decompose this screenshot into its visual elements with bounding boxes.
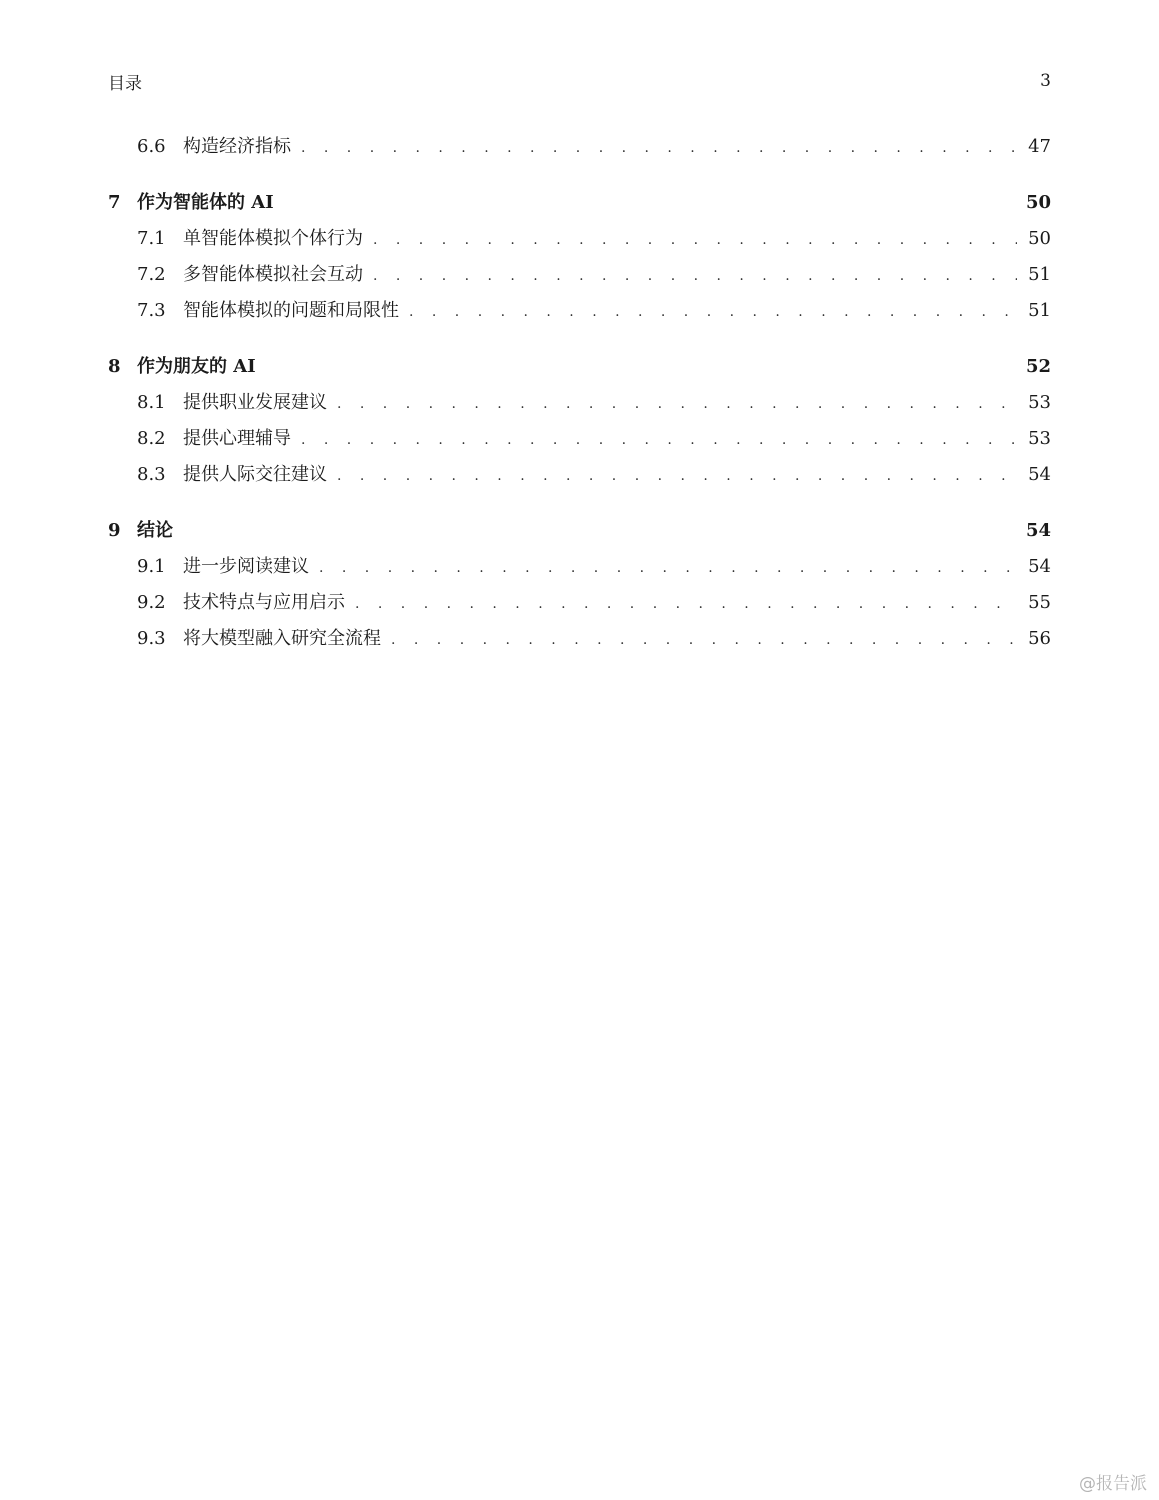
toc-chapter-heading[interactable] xyxy=(108,189,1051,225)
toc-chapter-number: 9 xyxy=(108,520,121,541)
page-number: 3 xyxy=(1040,71,1051,91)
toc-entry-title: 构造经济指标 xyxy=(183,136,291,157)
toc-entry-title: 将大模型融入研究全流程 xyxy=(183,628,381,649)
dot-leader xyxy=(337,462,1017,490)
toc-entry-page: 47 xyxy=(1028,136,1051,157)
watermark: @报告派 xyxy=(1079,1474,1147,1494)
toc-entry-number: 8.3 xyxy=(137,464,166,485)
toc-chapter-number: 8 xyxy=(108,356,121,377)
toc-entry-number: 9.1 xyxy=(137,556,166,577)
toc-entry-7-2[interactable] xyxy=(108,261,1051,297)
toc-chapter-page: 50 xyxy=(1025,192,1051,213)
dot-leader xyxy=(301,426,1017,454)
toc-chapter-7 xyxy=(108,189,1051,333)
dot-leader xyxy=(409,298,1017,326)
toc-chapter-page: 54 xyxy=(1025,520,1051,541)
toc-chapter-title: 作为朋友的 AI xyxy=(137,356,256,377)
toc-entry-9-2[interactable] xyxy=(108,589,1051,625)
dot-leader xyxy=(319,554,1017,582)
toc-entry-title: 提供心理辅导 xyxy=(183,428,291,449)
toc-entry-number: 8.2 xyxy=(137,428,166,449)
toc-entry-number: 7.3 xyxy=(137,300,166,321)
dot-leader xyxy=(373,262,1017,290)
toc-entry-title: 技术特点与应用启示 xyxy=(183,592,345,613)
toc-entry-title: 多智能体模拟社会互动 xyxy=(183,264,363,285)
toc-entry-page: 54 xyxy=(1028,556,1051,577)
toc-entry-page: 53 xyxy=(1028,428,1051,449)
toc-entry-title: 提供人际交往建议 xyxy=(183,464,327,485)
dot-leader xyxy=(337,390,1017,418)
toc-entry-page: 50 xyxy=(1028,228,1051,249)
toc-chapter-8 xyxy=(108,353,1051,497)
toc-entry-title: 提供职业发展建议 xyxy=(183,392,327,413)
toc-entry-title: 进一步阅读建议 xyxy=(183,556,309,577)
page-header xyxy=(108,68,1051,94)
toc-entry-number: 8.1 xyxy=(137,392,166,413)
toc-entry-title: 智能体模拟的问题和局限性 xyxy=(183,300,399,321)
toc-chapter-heading[interactable] xyxy=(108,517,1051,553)
toc-entry-9-1[interactable] xyxy=(108,553,1051,589)
toc-entry-9-3[interactable] xyxy=(108,625,1051,661)
toc-chapter-number: 7 xyxy=(108,192,121,213)
toc-entry-7-3[interactable] xyxy=(108,297,1051,333)
toc-entry-page: 55 xyxy=(1028,592,1051,613)
toc-chapter-title: 作为智能体的 AI xyxy=(137,192,274,213)
toc-entry-8-2[interactable] xyxy=(108,425,1051,461)
toc-entry-title: 单智能体模拟个体行为 xyxy=(183,228,363,249)
toc-entry-page: 53 xyxy=(1028,392,1051,413)
toc-entry-number: 7.2 xyxy=(137,264,166,285)
toc-chapter-heading[interactable] xyxy=(108,353,1051,389)
toc-entry-number: 9.2 xyxy=(137,592,166,613)
toc-chapter-title: 结论 xyxy=(137,520,173,541)
toc-entry-7-1[interactable] xyxy=(108,225,1051,261)
running-head-title: 目录 xyxy=(108,73,142,94)
dot-leader xyxy=(373,226,1017,254)
table-of-contents xyxy=(108,133,1051,661)
dot-leader xyxy=(301,134,1017,162)
toc-entry-page: 54 xyxy=(1028,464,1051,485)
toc-entry-page: 51 xyxy=(1028,300,1051,321)
toc-entry-number: 9.3 xyxy=(137,628,166,649)
toc-chapter-9 xyxy=(108,517,1051,661)
toc-entry-8-3[interactable] xyxy=(108,461,1051,497)
toc-entry-number: 6.6 xyxy=(137,136,166,157)
toc-entry-8-1[interactable] xyxy=(108,389,1051,425)
toc-entry-number: 7.1 xyxy=(137,228,166,249)
dot-leader xyxy=(391,626,1017,654)
toc-entry-6-6[interactable] xyxy=(108,133,1051,169)
toc-chapter-page: 52 xyxy=(1025,356,1051,377)
toc-entry-page: 51 xyxy=(1028,264,1051,285)
dot-leader xyxy=(355,590,1017,618)
toc-entry-page: 56 xyxy=(1028,628,1051,649)
